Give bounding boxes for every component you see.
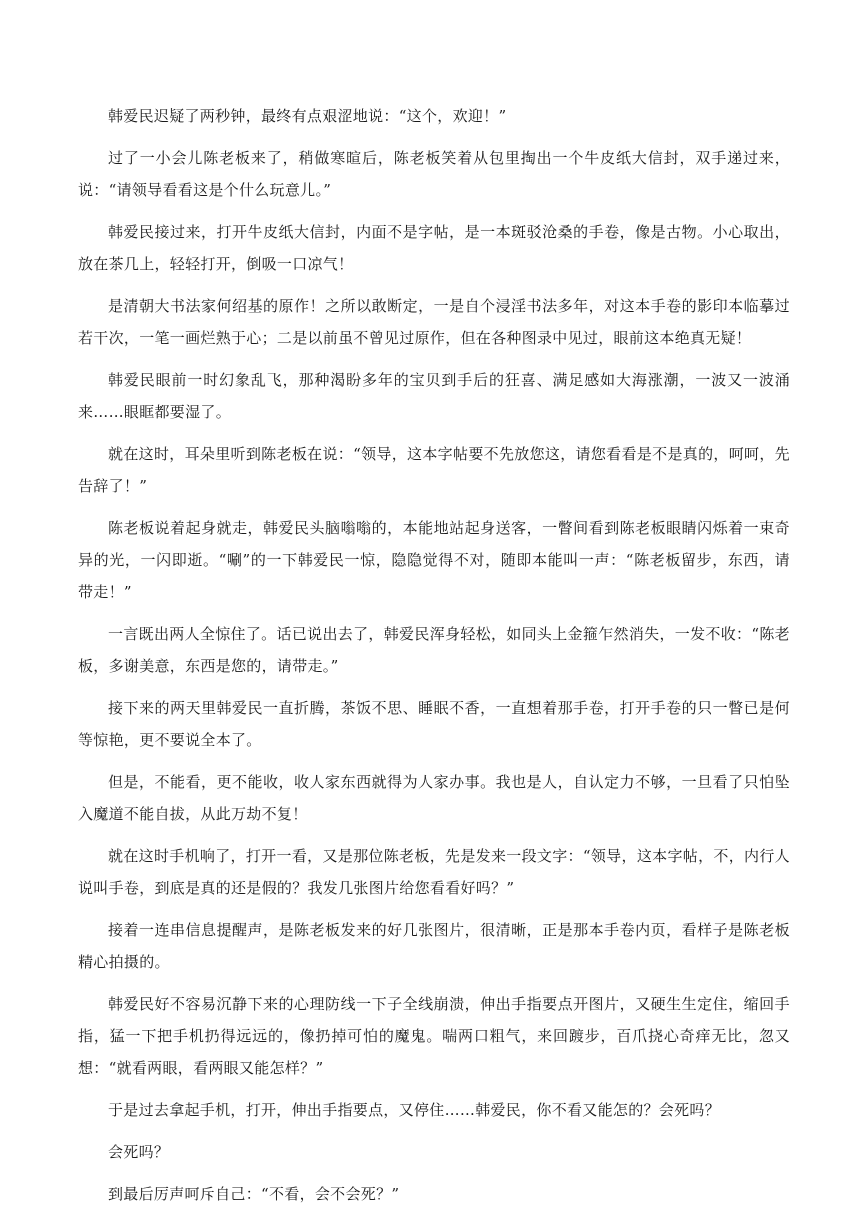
paragraph-9: 接下来的两天里韩爱民一直折腾，茶饭不思、睡眠不香，一直想着那手卷，打开手卷的只一瞥已是何等惊艳，更不要说全本了。: [78, 699, 790, 749]
paragraph-11: 就在这时手机响了，打开一看，又是那位陈老板，先是发来一段文字：“领导，这本字帖，不，内行人说叫手卷，到底是真的还是假的？我发几张图片给您看看好吗？”: [78, 847, 790, 897]
paragraph-1: 韩爱民迟疑了两秒钟，最终有点艰涩地说：“这个，欢迎！”: [108, 107, 507, 125]
paragraph-5: 韩爱民眼前一时幻象乱飞，那种渴盼多年的宝贝到手后的狂喜、满足感如大海涨潮，一波又一波涌来……眼眶都要湿了。: [78, 371, 790, 421]
paragraph-16: 到最后厉声呵斥自己：“不看，会不会死？”: [108, 1185, 400, 1203]
paragraph-14: 于是过去拿起手机，打开，伸出手指要点，又停住……韩爱民，你不看又能怎的？会死吗？: [108, 1101, 721, 1119]
paragraph-3: 韩爱民接过来，打开牛皮纸大信封，内面不是字帖，是一本斑驳沧桑的手卷，像是古物。小心取出，放在茶几上，轻轻打开，倒吸一口凉气！: [78, 223, 790, 273]
paragraph-6: 就在这时，耳朵里听到陈老板在说：“领导，这本字帖要不先放您这，请您看看是不是真的，呵呵，先告辞了！”: [78, 445, 790, 495]
paragraph-2: 过了一小会儿陈老板来了，稍做寒暄后，陈老板笑着从包里掏出一个牛皮纸大信封，双手递过来，说：“请领导看看这是个什么玩意儿。”: [78, 149, 790, 199]
paragraph-15: 会死吗？: [108, 1143, 170, 1161]
paragraph-7: 陈老板说着起身就走，韩爱民头脑嗡嗡的，本能地站起身送客，一瞥间看到陈老板眼睛闪烁着一束奇异的光，一闪即逝。“唰”的一下韩爱民一惊，隐隐觉得不对，随即本能叫一声：“陈老板留步，东西，请带走！”: [78, 519, 790, 601]
paragraph-13: 韩爱民好不容易沉静下来的心理防线一下子全线崩溃，伸出手指要点开图片，又硬生生定住，缩回手指，猛一下把手机扔得远远的，像扔掉可怕的魔鬼。喘两口粗气，来回踱步，百爪挠心奇痒无比，忽又想：“就看两眼，看两眼又能怎样？”: [78, 995, 790, 1077]
paragraph-4: 是清朝大书法家何绍基的原作！之所以敢断定，一是自个浸淫书法多年，对这本手卷的影印本临摹过若干次，一笔一画烂熟于心；二是以前虽不曾见过原作，但在各种图录中见过，眼前这本绝真无疑！: [78, 297, 790, 347]
paragraph-12: 接着一连串信息提醒声，是陈老板发来的好几张图片，很清晰，正是那本手卷内页，看样子是陈老板精心拍摄的。: [78, 921, 790, 971]
paragraph-8: 一言既出两人全惊住了。话已说出去了，韩爱民浑身轻松，如同头上金箍乍然消失，一发不收：“陈老板，多谢美意，东西是您的，请带走。”: [78, 625, 790, 675]
paragraph-10: 但是，不能看，更不能收，收人家东西就得为人家办事。我也是人，自认定力不够，一旦看了只怕坠入魔道不能自拔，从此万劫不复！: [78, 773, 790, 823]
document-page: [78, 100, 790, 1220]
